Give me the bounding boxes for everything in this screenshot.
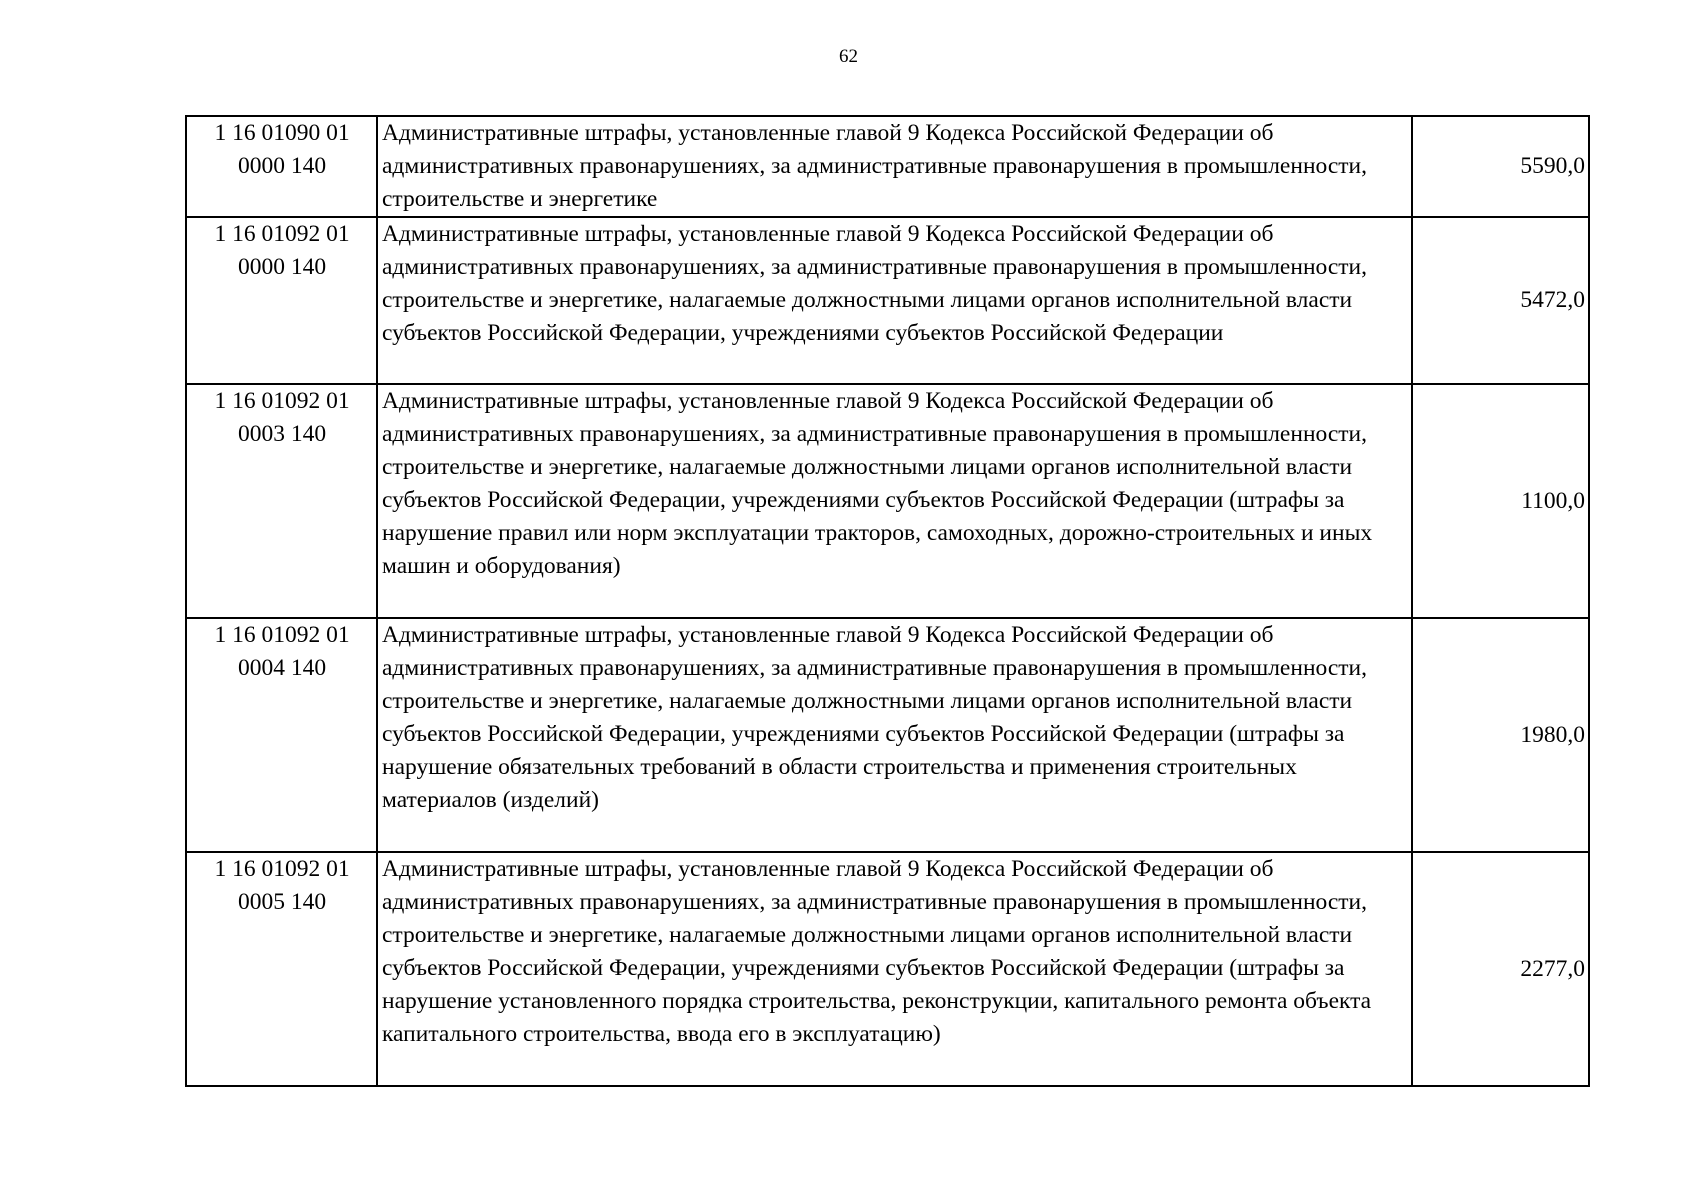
description-cell: Административные штрафы, установленные главой 9 Кодекса Российской Федерации об административных правонарушениях, за административные правонарушения в промышленности, строительстве и энергетике, налагаемые должностными лицами органов исполнительной власти субъектов Российской Федерации, учреждениями субъектов Российской Федерации — [377, 217, 1412, 384]
code-line: 0005 140 — [237, 889, 327, 915]
code-cell — [186, 384, 377, 618]
description-cell: Административные штрафы, установленные главой 9 Кодекса Российской Федерации об административных правонарушениях, за административные правонарушения в промышленности, строительстве и энергетике — [377, 116, 1412, 217]
code-cell — [186, 618, 377, 852]
code-line: 0004 140 — [237, 655, 327, 681]
amount-cell: 2277,0 — [1412, 852, 1589, 1086]
amount-cell: 5590,0 — [1412, 116, 1589, 217]
table-row — [186, 116, 1589, 217]
code-line: 0003 140 — [237, 421, 327, 447]
page-number: 62 — [839, 46, 858, 67]
description-cell: Административные штрафы, установленные главой 9 Кодекса Российской Федерации об административных правонарушениях, за административные правонарушения в промышленности, строительстве и энергетике, налагаемые должностными лицами органов исполнительной власти субъектов Российской Федерации, учреждениями субъектов Российской Федерации (штрафы за нарушение обязательных требований в области строительства и применения строительных материалов (изделий) — [377, 618, 1412, 852]
table-row — [186, 217, 1589, 384]
code-line: 1 16 01092 01 — [214, 622, 350, 648]
code-cell — [186, 116, 377, 217]
amount-cell: 1100,0 — [1412, 384, 1589, 618]
table-row — [186, 384, 1589, 618]
table-row — [186, 852, 1589, 1086]
description-cell: Административные штрафы, установленные главой 9 Кодекса Российской Федерации об административных правонарушениях, за административные правонарушения в промышленности, строительстве и энергетике, налагаемые должностными лицами органов исполнительной власти субъектов Российской Федерации, учреждениями субъектов Российской Федерации (штрафы за нарушение правил или норм эксплуатации тракторов, самоходных, дорожно-строительных и иных машин и оборудования) — [377, 384, 1412, 618]
table-row — [186, 618, 1589, 852]
code-line: 1 16 01092 01 — [214, 221, 350, 247]
code-cell — [186, 217, 377, 384]
code-line: 0000 140 — [237, 254, 327, 280]
code-line: 1 16 01092 01 — [214, 856, 350, 882]
budget-table — [185, 115, 1590, 1087]
code-line: 1 16 01090 01 — [214, 120, 350, 146]
description-cell: Административные штрафы, установленные главой 9 Кодекса Российской Федерации об административных правонарушениях, за административные правонарушения в промышленности, строительстве и энергетике, налагаемые должностными лицами органов исполнительной власти субъектов Российской Федерации, учреждениями субъектов Российской Федерации (штрафы за нарушение установленного порядка строительства, реконструкции, капитального ремонта объекта капитального строительства, ввода его в эксплуатацию) — [377, 852, 1412, 1086]
code-line: 1 16 01092 01 — [214, 388, 350, 414]
code-line: 0000 140 — [237, 153, 327, 179]
amount-cell: 5472,0 — [1412, 217, 1589, 384]
amount-cell: 1980,0 — [1412, 618, 1589, 852]
code-cell — [186, 852, 377, 1086]
